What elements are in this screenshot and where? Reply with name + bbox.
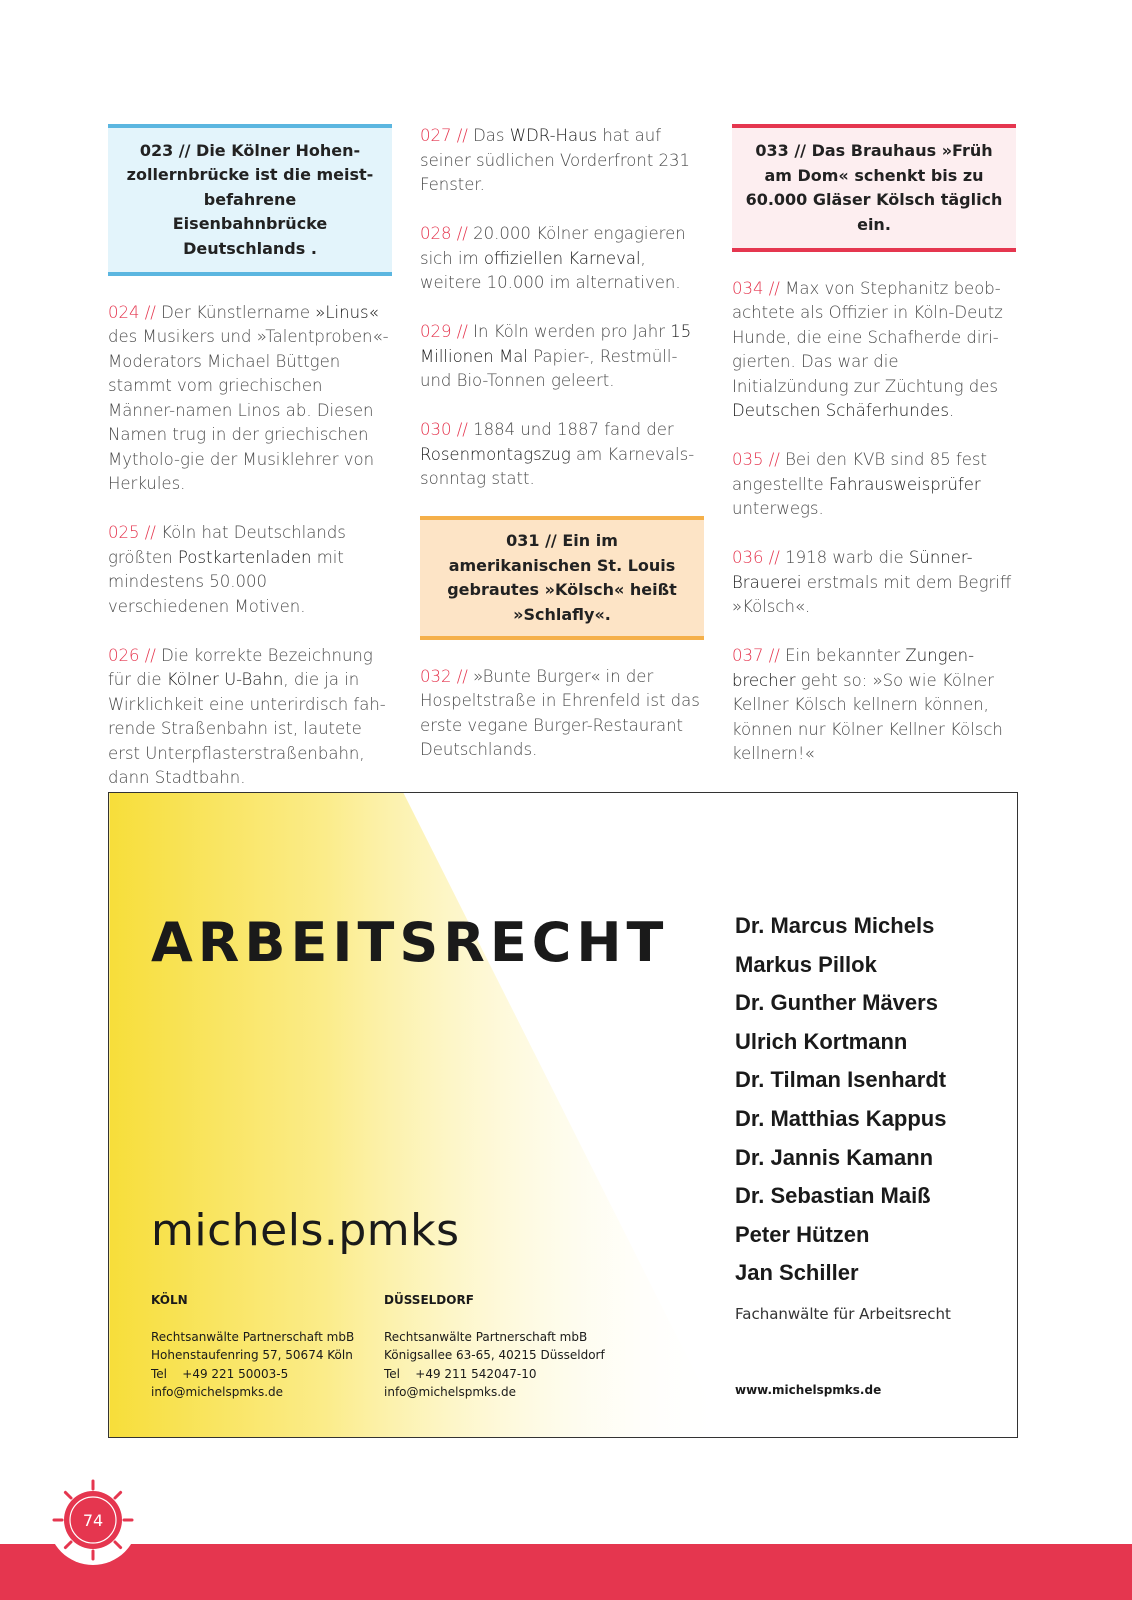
fact-item xyxy=(732,277,1016,424)
fact-text: In Köln werden pro Jahr xyxy=(467,322,671,341)
lawyer-name: Dr. Sebastian Maiß xyxy=(735,1183,931,1209)
fact-text: des Musikers und »Talentproben«-Moderators Michael Büttgen stammt vom griechischen Männer-namen Linos ab. Diesen Namen trug in der griechischen Mytholo-gie der Musiklehrer von Herkules. xyxy=(108,327,389,493)
fact-number: 025 // xyxy=(108,523,156,542)
lawyer-name: Dr. Matthias Kappus xyxy=(735,1105,947,1131)
fact-number: 034 // xyxy=(732,278,780,298)
lawyer-name: Dr. Tilman Isenhardt xyxy=(735,1067,947,1093)
fact-number: 035 // xyxy=(732,450,780,469)
fact-text: »Bunte Burger« in der Hospeltstraße in Ehrenfeld ist das erste vegane Burger-Restaurant Deutschlands. xyxy=(420,666,700,759)
office-line: Rechtsanwälte Partnerschaft mbB xyxy=(151,1329,355,1344)
fact-number: 027 // xyxy=(420,126,468,145)
fact-highlight: »Linus« xyxy=(315,302,379,322)
highlight-box-text: 031 // Ein im amerikanischen St. Louis gebrautes »Kölsch« heißt »Schlafly«. xyxy=(447,531,677,624)
office-email: info@michelspmks.de xyxy=(384,1385,517,1399)
fact-number: 026 // xyxy=(108,645,156,665)
lawyer-name: Dr. Marcus Michels xyxy=(735,913,935,938)
ad-title: ARBEITSRECHT xyxy=(151,911,669,974)
fact-text: , die ja in Wirklichkeit eine unterirdisch fah-rende Straßenbahn ist, lautete erst Unterpflasterstraßenbahn, dann Stadtbahn. xyxy=(108,670,386,787)
fact-number: 028 // xyxy=(420,224,468,243)
fact-number: 037 // xyxy=(732,646,780,665)
fact-item xyxy=(732,448,1016,522)
fact-text: . xyxy=(948,401,955,420)
lawyer-name: Dr. Gunther Mävers xyxy=(735,990,938,1016)
fact-text: hat auf seiner südlichen Vorderfront 231 Fenster. xyxy=(420,126,691,194)
fact-text: 20.000 Kölner engagieren sich im xyxy=(420,224,686,268)
highlight-box-blue xyxy=(108,124,392,276)
fact-highlight: Fahrausweisprüfer xyxy=(828,474,981,494)
footer-bar xyxy=(0,1544,1132,1600)
fact-text: geht so: »So wie Kölner Kellner Kölsch kellnern können, können nur Kölner Kellner Kölsch kellnern!« xyxy=(732,670,1003,763)
page-number: 74 xyxy=(82,1510,104,1530)
fact-item xyxy=(732,546,1016,620)
fact-item xyxy=(732,644,1016,767)
fact-highlight: Kölner U-Bahn xyxy=(166,670,284,689)
highlight-box-orange xyxy=(420,516,704,640)
fact-highlight: WDR-Haus xyxy=(509,126,598,145)
fact-text: Bei den KVB sind 85 fest angestellte xyxy=(732,450,987,494)
office-address: Königsallee 63-65, 40215 Düsseldorf xyxy=(384,1348,605,1362)
fact-text: Papier-, Restmüll- und Bio-Tonnen geleert. xyxy=(420,346,678,390)
lawyer-name: Ulrich Kortmann xyxy=(735,1028,908,1054)
fact-number: 032 // xyxy=(420,666,468,686)
lawyer-name: Markus Pillok xyxy=(735,951,877,977)
fact-column-1 xyxy=(108,124,392,815)
fact-text: 1918 warb die xyxy=(779,548,909,567)
fact-highlight: 15 Millionen Mal xyxy=(420,322,692,366)
fact-item xyxy=(420,222,704,296)
fact-text: am Karnevals-sonntag statt. xyxy=(420,444,695,488)
office-city: KÖLN xyxy=(151,1293,188,1307)
advertisement xyxy=(108,792,1018,1438)
lawyer-name: Peter Hützen xyxy=(735,1221,870,1247)
fact-text: 1884 und 1887 fand der xyxy=(467,420,674,439)
fact-text: mit mindestens 50.000 verschiedenen Motiven. xyxy=(108,547,344,616)
fact-highlight: Deutschen Schäferhundes xyxy=(732,401,949,420)
ad-brand-logo: michels.pmks xyxy=(151,1205,460,1256)
fact-highlight: offiziellen Karneval xyxy=(483,248,641,268)
lawyer-names xyxy=(735,907,946,1293)
highlight-box-red xyxy=(732,124,1016,252)
fact-item xyxy=(420,124,704,198)
fact-text: Ein bekannter xyxy=(779,646,906,665)
office-city: DÜSSELDORF xyxy=(384,1293,474,1307)
office-address: Hohenstaufenring 57, 50674 Köln xyxy=(151,1348,353,1362)
office-phone: Tel +49 221 50003-5 xyxy=(151,1366,289,1381)
highlight-box-text: 023 // Die Kölner Hohen-zollernbrücke ist die meist-befahrene Eisenbahnbrücke Deutschlands . xyxy=(126,140,374,258)
office-line: Rechtsanwälte Partnerschaft mbB xyxy=(384,1329,588,1344)
office-phone: Tel +49 211 542047-10 xyxy=(384,1366,537,1381)
lawyer-name: Jan Schiller xyxy=(735,1260,859,1286)
ad-website: www.michelspmks.de xyxy=(735,1383,882,1397)
fact-item xyxy=(420,320,704,394)
highlight-box-text: 033 // Das Brauhaus »Früh am Dom« schenkt bis zu 60.000 Gläser Kölsch täglich ein. xyxy=(745,141,1003,234)
fact-number: 030 // xyxy=(420,420,468,439)
fact-column-2 xyxy=(420,124,704,787)
fact-highlight: Sünner-Brauerei xyxy=(732,548,973,592)
fact-text: Das xyxy=(467,126,510,145)
fact-text: unterwegs. xyxy=(732,499,824,518)
office-email: info@michelspmks.de xyxy=(151,1385,284,1399)
fact-number: 036 // xyxy=(732,548,780,567)
fact-text: Köln hat Deutschlands größten xyxy=(108,523,346,567)
fact-text: Max von Stephanitz beob-achtete als Offizier in Köln-Deutz Hunde, die eine Schafherde diri-gierten. Das war die Initialzündung zur Züchtung des xyxy=(732,278,1003,396)
ad-subtitle: Fachanwälte für Arbeitsrecht xyxy=(735,1305,951,1323)
fact-highlight: Postkartenladen xyxy=(177,547,312,567)
fact-highlight: Rosenmontagszug xyxy=(420,444,571,464)
office-duesseldorf xyxy=(384,1291,605,1402)
fact-column-3 xyxy=(732,124,1016,791)
lawyer-name: Dr. Jannis Kamann xyxy=(735,1144,934,1170)
fact-item xyxy=(108,301,392,497)
fact-text: Die korrekte Bezeichnung für die xyxy=(108,645,373,689)
fact-item xyxy=(108,521,392,619)
fact-highlight: Zungen-brecher xyxy=(732,646,975,690)
fact-item xyxy=(108,644,392,791)
fact-number: 024 // xyxy=(108,302,156,322)
fact-text: , weitere 10.000 im alternativen. xyxy=(420,248,681,292)
office-koeln xyxy=(151,1291,354,1402)
fact-text: Der Künstlername xyxy=(155,302,316,322)
fact-text: erstmals mit dem Begriff »Kölsch«. xyxy=(732,572,1012,616)
fact-number: 029 // xyxy=(420,322,468,341)
fact-item xyxy=(420,418,704,492)
fact-item xyxy=(420,665,704,763)
